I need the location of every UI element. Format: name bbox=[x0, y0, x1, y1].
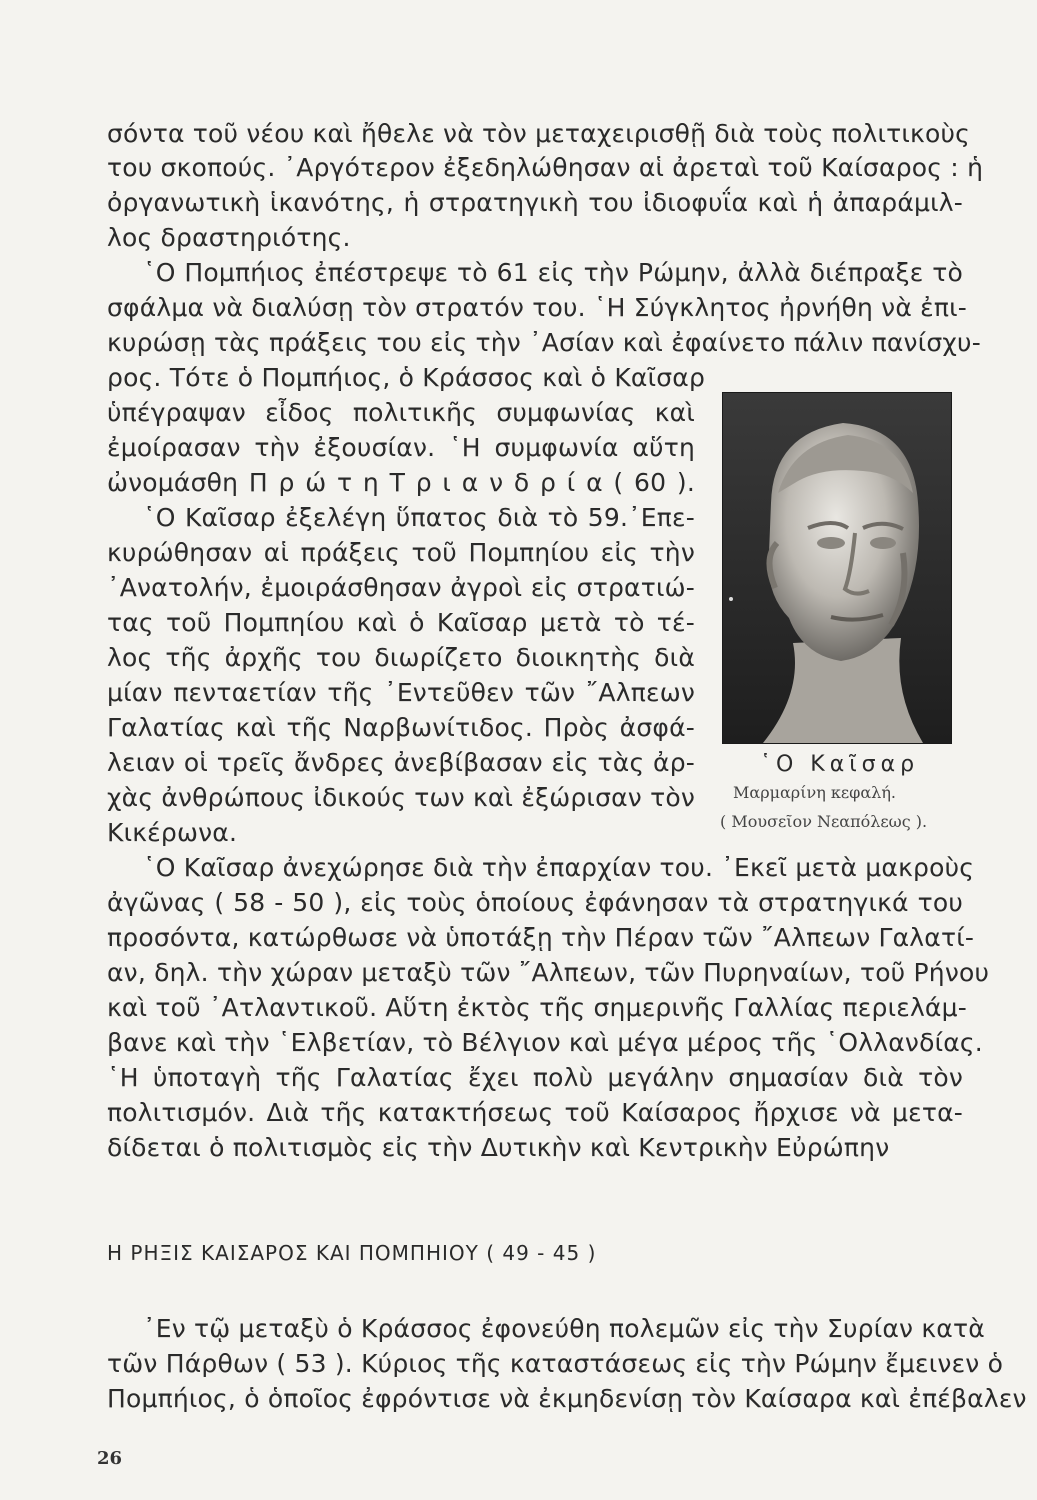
text-line: ῾Η ὑποταγὴ τῆς Γαλατίας ἔχει πολὺ μεγάλην σημασίαν διὰ τὸν bbox=[107, 1063, 963, 1092]
page-number: 26 bbox=[97, 1448, 123, 1469]
text-line: τῶν Πάρθων ( 53 ). Κύριος τῆς καταστάσεως εἰς τὴν Ρώμην ἔμεινεν ὁ bbox=[107, 1349, 1004, 1378]
text-line: δίδεται ὁ πολιτισμὸς εἰς τὴν Δυτικὴν καὶ Κεντρικὴν Εὐρώπην bbox=[107, 1133, 890, 1162]
text-line: αν, δηλ. τὴν χώραν μεταξὺ τῶν ῎Αλπεων, τῶν Πυρηναίων, τοῦ Ρήνου bbox=[107, 958, 990, 987]
text-line: ῾Ο Καῖσαρ ἀνεχώρησε διὰ τὴν ἐπαρχίαν του. ᾿Εκεῖ μετὰ μακροὺς bbox=[143, 853, 975, 882]
text-line: ὑπέγραψαν εἶδος πολιτικῆς συμφωνίας καὶ bbox=[107, 398, 695, 427]
text-line: ρος. Τότε ὁ Πομπήιος, ὁ Κράσσος καὶ ὁ Καῖσαρ bbox=[107, 363, 706, 392]
text-line: ῾Ο Καῖσαρ ἐξελέγη ὕπατος διὰ τὸ 59.᾿Επε- bbox=[143, 503, 695, 532]
text-line: ᾿Ανατολήν, ἐμοιράσθησαν ἀγροὶ εἰς στρατιώ- bbox=[107, 573, 695, 602]
text-line: σόντα τοῦ νέου καὶ ἤθελε νὰ τὸν μεταχειρισθῇ διὰ τοὺς πολιτικοὺς bbox=[107, 119, 971, 148]
section-heading: Η ΡΗΞΙΣ ΚΑΙΣΑΡΟΣ ΚΑΙ ΠΟΜΠΗΙΟΥ ( 49 - 45 ) bbox=[107, 1241, 597, 1265]
text-line: ὀργανωτικὴ ἱκανότης, ἡ στρατηγικὴ του ἰδιοφυΐα καὶ ἡ ἀπαράμιλ- bbox=[107, 188, 963, 217]
text-line: προσόντα, κατώρθωσε νὰ ὑποτάξῃ τὴν Πέραν τῶν ῎Αλπεων Γαλατί- bbox=[107, 923, 975, 952]
text-line: μίαν πενταετίαν τῆς ᾿Εντεῦθεν τῶν ῎Αλπεων bbox=[107, 678, 695, 707]
text-line: ῾Ο Πομπήιος ἐπέστρεψε τὸ 61 εἰς τὴν Ρώμην, ἀλλὰ διέπραξε τὸ bbox=[143, 258, 963, 287]
text-line: Κικέρωνα. bbox=[107, 818, 238, 847]
text-line: τας τοῦ Πομπηίου καὶ ὁ Καῖσαρ μετὰ τὸ τέ- bbox=[107, 608, 695, 637]
text-line: κυρώσῃ τὰς πράξεις του εἰς τὴν ᾿Ασίαν καὶ ἐφαίνετο πάλιν πανίσχυ- bbox=[107, 328, 981, 357]
text-line: πολιτισμόν. Διὰ τῆς κατακτήσεως τοῦ Καίσαρος ἤρχισε νὰ μετα- bbox=[107, 1098, 963, 1127]
text-line: σφάλμα νὰ διαλύσῃ τὸν στρατόν του. ῾Η Σύγκλητος ἠρνήθη νὰ ἐπι- bbox=[107, 293, 968, 322]
figure-caption-line: Μαρμαρίνη κεφαλή. bbox=[733, 783, 896, 802]
text-line: λος τῆς ἀρχῆς του διωρίζετο διοικητὴς διὰ bbox=[107, 643, 695, 672]
text-line: λειαν οἱ τρεῖς ἄνδρες ἀνεβίβασαν εἰς τὰς ἀρ- bbox=[107, 748, 695, 777]
text-line: ἐμοίρασαν τὴν ἐξουσίαν. ῾Η συμφωνία αὕτη bbox=[107, 433, 695, 462]
figure-caption-source: ( Μουσεῖον Νεαπόλεως ). bbox=[720, 812, 928, 831]
text-line: του σκοπούς. ᾿Αργότερον ἐξεδηλώθησαν αἱ ἀρεταὶ τοῦ Καίσαρος : ἡ bbox=[107, 153, 984, 182]
text-line: ἀγῶνας ( 58 - 50 ), εἰς τοὺς ὁποίους ἐφάνησαν τὰ στρατηγικά του bbox=[107, 888, 963, 917]
text-line: λος δραστηριότης. bbox=[107, 223, 351, 252]
text-line: ὠνομάσθη Π ρ ώ τ η Τ ρ ι α ν δ ρ ί α ( 60 ). bbox=[107, 468, 695, 497]
text-line: Γαλατίας καὶ τῆς Ναρβωνίτιδος. Πρὸς ἀσφά- bbox=[107, 713, 695, 742]
marble-bust-icon bbox=[723, 393, 951, 743]
figure-caption-title: ῾Ο Καῖσαρ bbox=[760, 752, 920, 777]
text-line: χὰς ἀνθρώπους ἰδικούς των καὶ ἐξώρισαν τὸν bbox=[107, 783, 696, 812]
text-line: ᾿Εν τῷ μεταξὺ ὁ Κράσσος ἐφονεύθη πολεμῶν εἰς τὴν Συρίαν κατὰ bbox=[143, 1314, 985, 1343]
text-line: Πομπήιος, ὁ ὁποῖος ἐφρόντισε νὰ ἐκμηδενίσῃ τὸν Καίσαρα καὶ ἐπέβαλεν bbox=[107, 1384, 1027, 1413]
text-line: καὶ τοῦ ᾿Ατλαντικοῦ. Αὕτη ἐκτὸς τῆς σημερινῆς Γαλλίας περιελάμ- bbox=[107, 993, 967, 1022]
text-line: βανε καὶ τὴν ῾Ελβετίαν, τὸ Βέλγιον καὶ μέγα μέρος τῆς ῾Ολλανδίας. bbox=[107, 1028, 983, 1057]
text-line: κυρώθησαν αἱ πράξεις τοῦ Πομπηίου εἰς τὴν bbox=[107, 538, 695, 567]
caesar-bust-photo bbox=[722, 392, 952, 744]
